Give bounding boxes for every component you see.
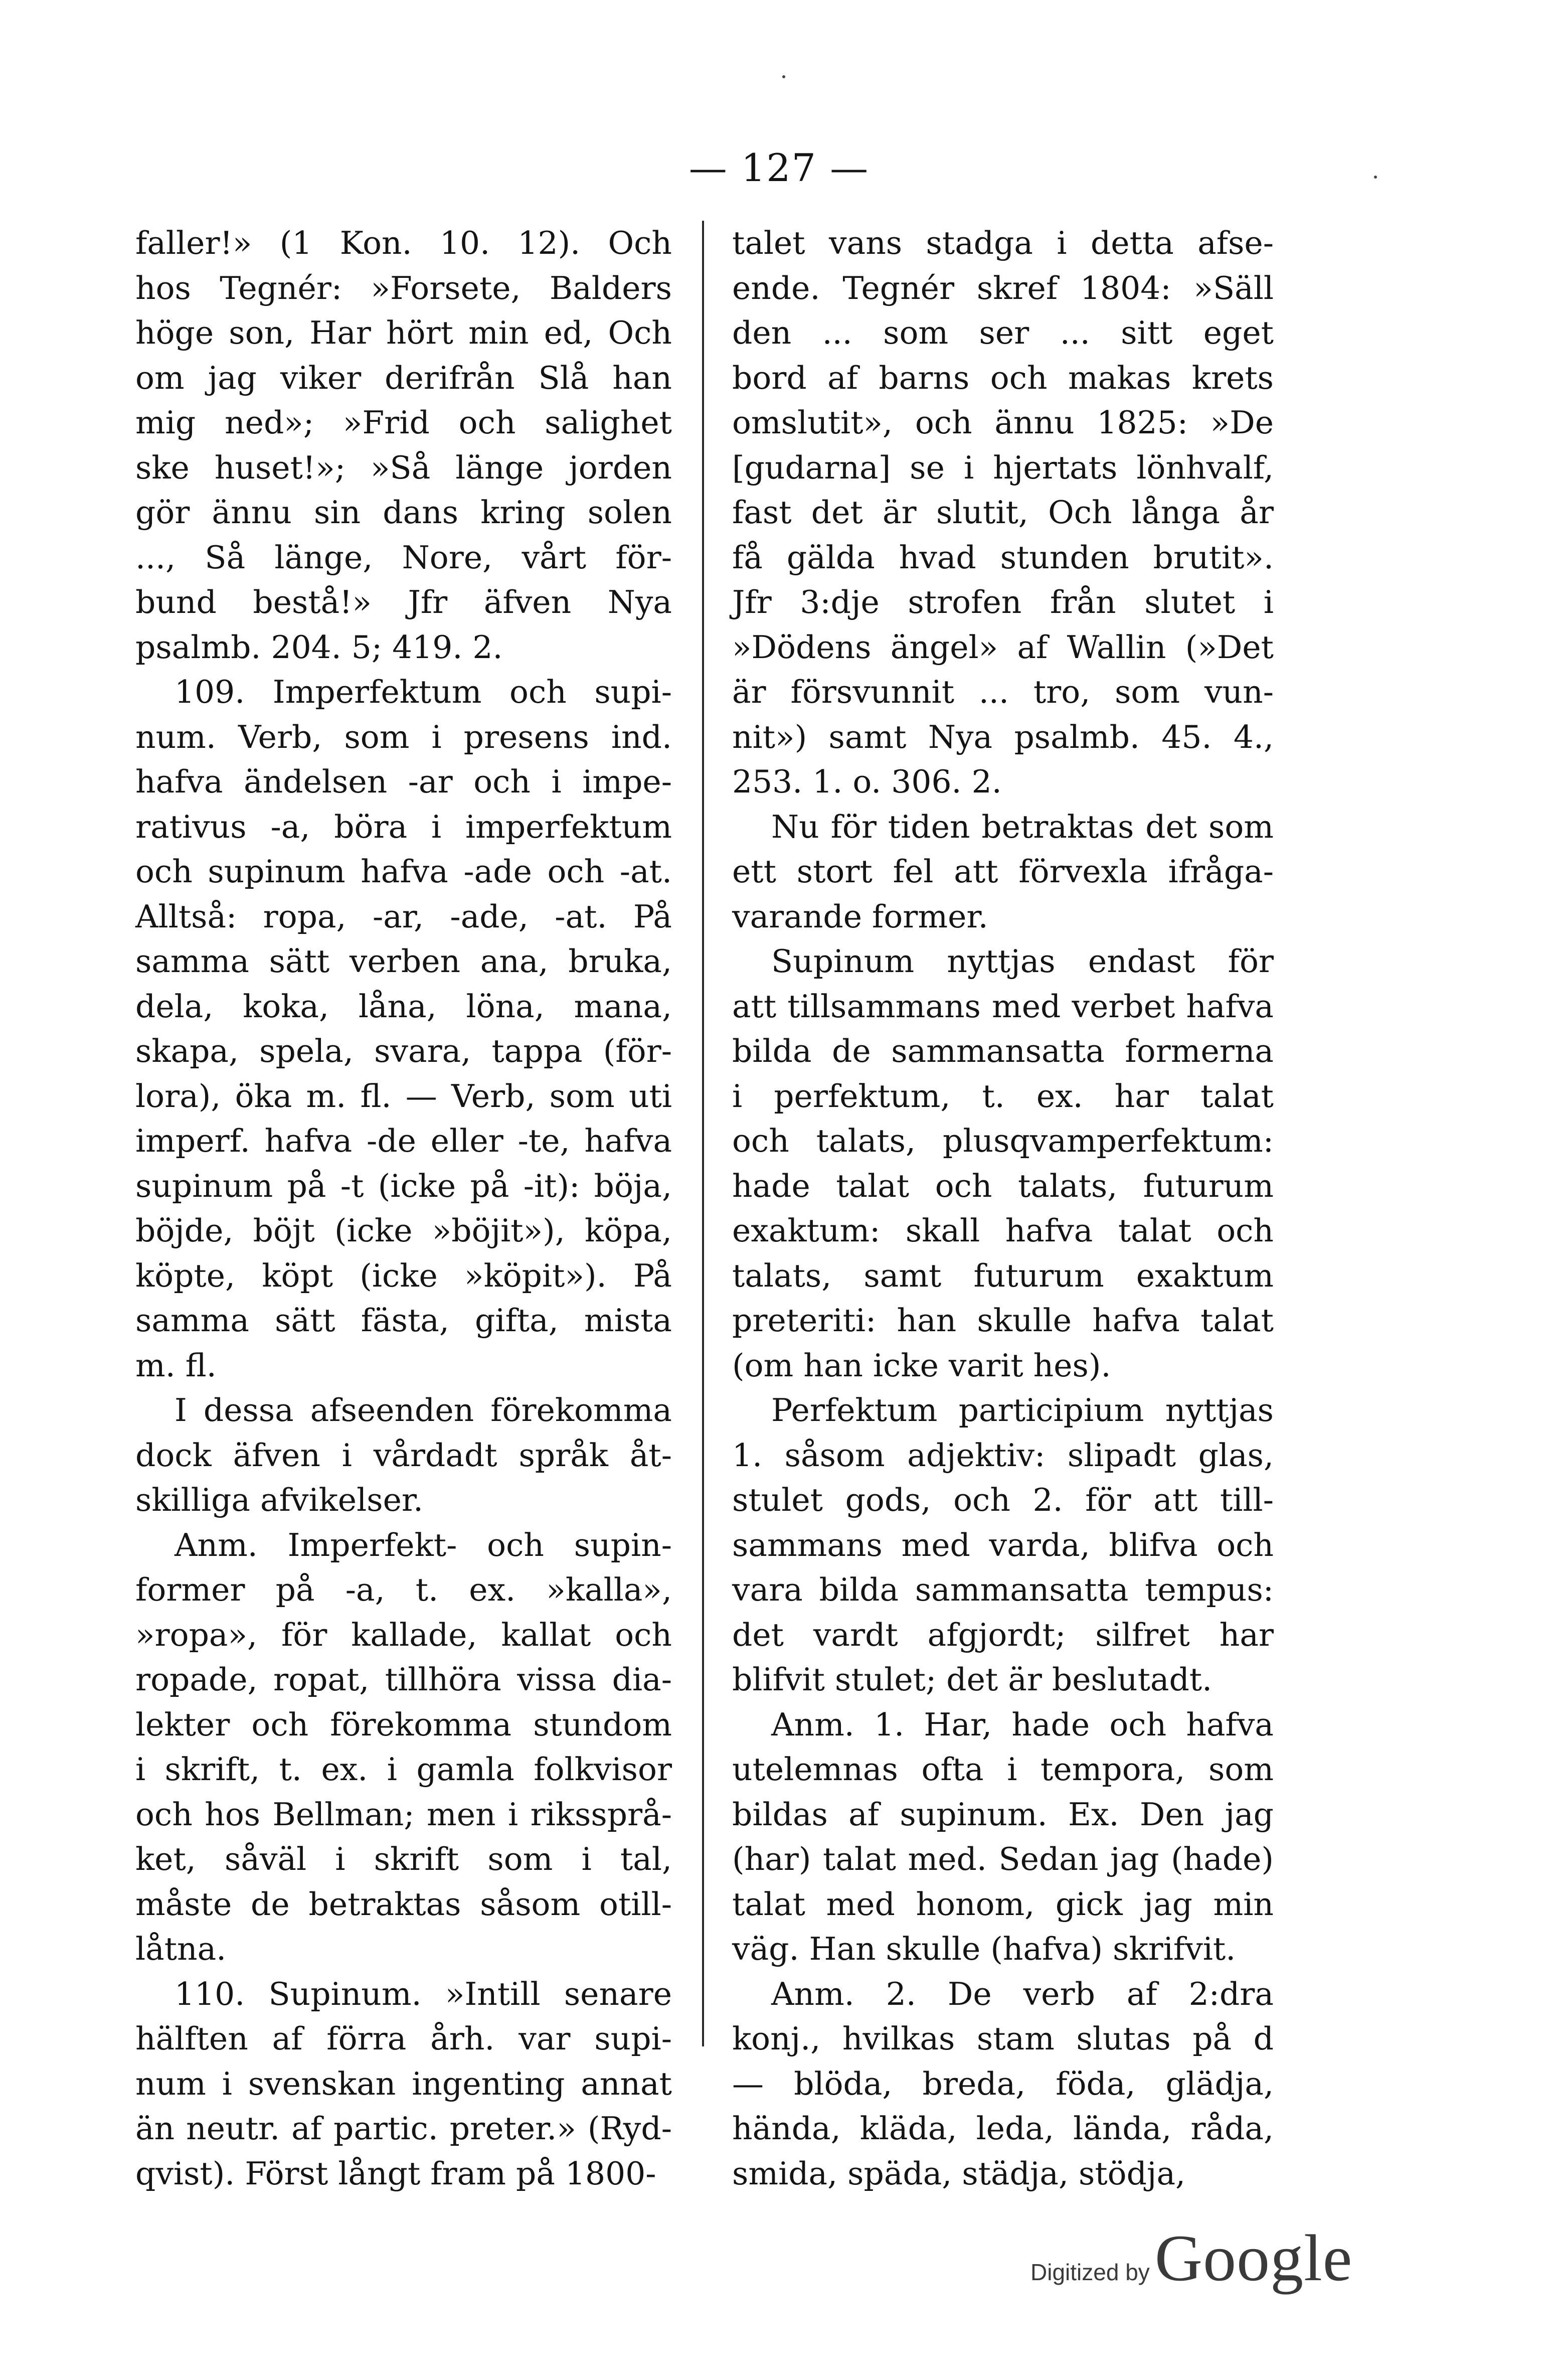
text-line: blifvit stulet; det är beslutadt. — [732, 1661, 1213, 1698]
text-line: ett stort fel att förvexla ifråga- — [732, 853, 1274, 890]
text-line: Jfr 3:dje strofen från slutet i — [732, 584, 1274, 620]
digitized-watermark — [1030, 2219, 1352, 2296]
text-line: bord af barns och makas krets — [732, 359, 1274, 396]
text-line: hälften af förra årh. var supi- — [135, 2020, 672, 2057]
text-line: måste de betraktas såsom otill- — [135, 1885, 672, 1923]
text-line: att tillsammans med verbet hafva — [732, 988, 1274, 1025]
text-line: supinum på -t (icke på -it): böja, — [135, 1167, 672, 1204]
text-line: talat med honom, gick jag min — [732, 1885, 1274, 1923]
scan-speck — [1374, 176, 1377, 179]
watermark-prefix: Digitized by — [1030, 2259, 1150, 2285]
text-line: i perfektum, t. ex. har talat — [732, 1077, 1274, 1115]
text-line: rativus -a, böra i imperfektum — [135, 808, 672, 845]
text-line: dock äfven i vårdadt språk åt- — [135, 1437, 672, 1474]
text-line: talet vans stadga i detta afse- — [732, 225, 1274, 261]
text-line: 109. Imperfektum och supi- — [175, 674, 672, 710]
text-line: »Dödens ängel» af Wallin (»Det — [732, 628, 1274, 666]
text-line: 253. 1. o. 306. 2. — [732, 763, 1002, 800]
text-line: I dessa afseenden förekomma — [175, 1392, 672, 1429]
scan-speck — [782, 75, 785, 78]
text-line: qvist). Först långt fram på 1800- — [135, 2155, 656, 2192]
text-line: om jag viker derifrån Slå han — [135, 359, 672, 396]
google-logo: Google — [1154, 2221, 1353, 2295]
text-line: talats, samt futurum exaktum — [732, 1257, 1274, 1294]
text-line: lora), öka m. fl. — Verb, som uti — [135, 1077, 672, 1115]
text-line: bilda de sammansatta formerna — [732, 1033, 1274, 1069]
text-line: Supinum nyttjas endast för — [771, 943, 1274, 980]
text-line: gör ännu sin dans kring solen — [135, 494, 672, 531]
text-line: Alltså: ropa, -ar, -ade, -at. På — [135, 898, 672, 935]
text-line: sammans med varda, blifva och — [732, 1526, 1274, 1563]
text-line: hafva ändelsen -ar och i impe- — [135, 763, 672, 800]
text-line: hade talat och talats, futurum — [732, 1167, 1274, 1204]
text-line: samma sätt verben ana, bruka, — [135, 943, 672, 980]
text-line: mig ned»; »Frid och salighet — [135, 404, 672, 441]
text-line: Anm. 1. Har, hade och hafva — [771, 1706, 1274, 1743]
text-line: skilliga afvikelser. — [135, 1482, 424, 1518]
column-divider — [702, 221, 704, 2046]
text-line: exaktum: skall hafva talat och — [732, 1212, 1274, 1249]
text-line: imperf. hafva -de eller -te, hafva — [135, 1123, 672, 1159]
text-line: former på -a, t. ex. »kalla», — [135, 1571, 672, 1608]
text-line: bildas af supinum. Ex. Den jag — [732, 1796, 1274, 1833]
text-line: varande former. — [732, 898, 988, 935]
text-line: fast det är slutit, Och långa år — [732, 494, 1274, 531]
text-line: Nu för tiden betraktas det som — [771, 808, 1274, 845]
text-line: omslutit», och ännu 1825: »De — [732, 404, 1274, 441]
page-number: — 127 — — [688, 145, 870, 190]
text-line: det vardt afgjordt; silfret har — [732, 1616, 1274, 1653]
text-line: och hos Bellman; men i rikssprå- — [135, 1796, 672, 1833]
text-line: num i svenskan ingenting annat — [135, 2065, 672, 2102]
text-line: — blöda, breda, föda, glädja, — [732, 2065, 1274, 2102]
text-line: böjde, böjt (icke »böjit»), köpa, — [135, 1212, 672, 1249]
text-line: skapa, spela, svara, tappa (för- — [135, 1033, 672, 1069]
text-line: (har) talat med. Sedan jag (hade) — [732, 1841, 1274, 1877]
text-line: är försvunnit ... tro, som vun- — [732, 674, 1274, 710]
left-column — [135, 221, 672, 2196]
text-line: Perfektum participium nyttjas — [771, 1392, 1274, 1429]
text-line: bund bestå!» Jfr äfven Nya — [135, 584, 672, 620]
text-line: hos Tegnér: »Forsete, Balders — [135, 269, 672, 306]
text-line: köpte, köpt (icke »köpit»). På — [135, 1257, 672, 1294]
text-line: ropade, ropat, tillhöra vissa dia- — [135, 1661, 672, 1698]
text-line: nit») samt Nya psalmb. 45. 4., — [732, 718, 1274, 755]
text-line: 110. Supinum. »Intill senare — [175, 1975, 672, 2012]
text-line: 1. såsom adjektiv: slipadt glas, — [732, 1437, 1274, 1474]
text-line: faller!» (1 Kon. 10. 12). Och — [135, 225, 672, 261]
text-line: dela, koka, låna, löna, mana, — [135, 988, 672, 1025]
text-line: låtna. — [135, 1931, 227, 1967]
text-line: och talats, plusqvamperfektum: — [732, 1123, 1274, 1159]
text-line: höge son, Har hört min ed, Och — [135, 314, 672, 351]
text-line: »ropa», för kallade, kallat och — [135, 1616, 672, 1653]
text-line: (om han icke varit hes). — [732, 1347, 1111, 1384]
text-line: den ... som ser ... sitt eget — [732, 314, 1274, 351]
right-column — [732, 221, 1274, 2196]
text-line: hända, kläda, leda, lända, råda, — [732, 2110, 1274, 2147]
text-line: samma sätt fästa, gifta, mista — [135, 1302, 672, 1339]
text-line: än neutr. af partic. preter.» (Ryd- — [135, 2110, 672, 2147]
text-line: väg. Han skulle (hafva) skrifvit. — [732, 1931, 1236, 1967]
text-line: ende. Tegnér skref 1804: »Säll — [732, 269, 1274, 306]
text-line: vara bilda sammansatta tempus: — [732, 1571, 1274, 1608]
text-line: i skrift, t. ex. i gamla folkvisor — [135, 1751, 672, 1788]
text-line: m. fl. — [135, 1347, 217, 1384]
text-line: stulet gods, och 2. för att till- — [732, 1482, 1274, 1518]
text-line: ske huset!»; »Så länge jorden — [135, 449, 672, 486]
text-line: smida, späda, städja, stödja, — [732, 2155, 1186, 2192]
text-line: få gälda hvad stunden brutit». — [732, 539, 1274, 576]
text-line: ..., Så länge, Nore, vårt för- — [135, 539, 672, 576]
text-line: konj., hvilkas stam slutas på d — [732, 2020, 1274, 2057]
text-line: Anm. 2. De verb af 2:dra — [771, 1975, 1274, 2012]
text-line: och supinum hafva -ade och -at. — [135, 853, 672, 890]
text-line: num. Verb, som i presens ind. — [135, 718, 672, 755]
text-line: Anm. Imperfekt- och supin- — [175, 1526, 672, 1563]
text-line: ket, såväl i skrift som i tal, — [135, 1841, 672, 1877]
text-line: utelemnas ofta i tempora, som — [732, 1751, 1274, 1788]
text-line: [gudarna] se i hjertats lönhvalf, — [732, 449, 1274, 486]
text-line: lekter och förekomma stundom — [135, 1706, 672, 1743]
text-line: psalmb. 204. 5; 419. 2. — [135, 628, 503, 666]
text-line: preteriti: han skulle hafva talat — [732, 1302, 1274, 1339]
